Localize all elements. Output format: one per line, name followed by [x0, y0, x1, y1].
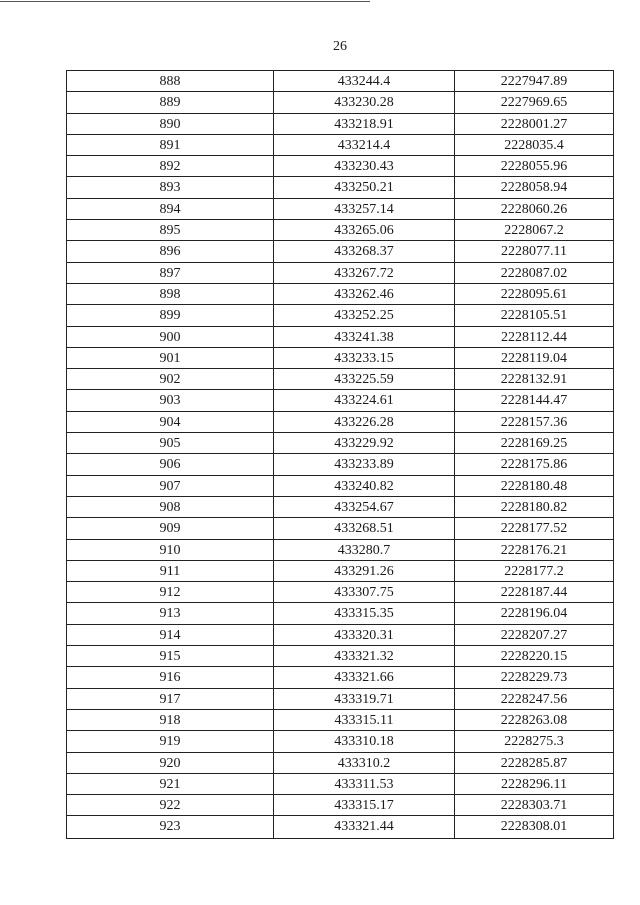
- point-number-cell: 909: [159, 521, 181, 537]
- point-number-cell: 910: [159, 542, 181, 558]
- x-coordinate-cell: 433307.75: [273, 582, 454, 602]
- x-coordinate-cell: 433230.28: [273, 92, 454, 112]
- y-coordinate-cell: 2228247.56: [454, 689, 613, 709]
- y-coordinate-cell: 2228055.96: [454, 156, 613, 176]
- y-coordinate-cell: 2228180.82: [454, 497, 613, 517]
- point-number-cell: 911: [159, 563, 181, 579]
- point-number-cell: 893: [159, 180, 181, 196]
- table-row: [67, 689, 613, 710]
- y-coordinate-cell: 2228058.94: [454, 177, 613, 197]
- table-row: [67, 561, 613, 582]
- table-row: [67, 305, 613, 326]
- y-coordinate-cell: 2228105.51: [454, 305, 613, 325]
- point-number-cell: 914: [159, 627, 181, 643]
- y-coordinate-cell: 2228196.04: [454, 603, 613, 623]
- point-number-cell: 900: [159, 329, 181, 345]
- x-coordinate-cell: 433268.51: [273, 518, 454, 538]
- table-row: [67, 625, 613, 646]
- y-coordinate-cell: 2228207.27: [454, 625, 613, 645]
- x-coordinate-cell: 433321.32: [273, 646, 454, 666]
- y-coordinate-cell: 2227947.89: [454, 71, 613, 91]
- point-number-cell: 897: [159, 265, 181, 281]
- y-coordinate-cell: 2228169.25: [454, 433, 613, 453]
- y-coordinate-cell: 2228308.01: [454, 816, 613, 837]
- y-coordinate-cell: 2228220.15: [454, 646, 613, 666]
- y-coordinate-cell: 2228177.2: [454, 561, 613, 581]
- y-coordinate-cell: 2228112.44: [454, 327, 613, 347]
- x-coordinate-cell: 433267.72: [273, 263, 454, 283]
- x-coordinate-cell: 433225.59: [273, 369, 454, 389]
- y-coordinate-cell: 2228303.71: [454, 795, 613, 815]
- point-number-cell: 890: [159, 116, 181, 132]
- table-row: [67, 199, 613, 220]
- table-row: [67, 369, 613, 390]
- y-coordinate-cell: 2228077.11: [454, 241, 613, 261]
- y-coordinate-cell: 2228187.44: [454, 582, 613, 602]
- table-row: [67, 390, 613, 411]
- table-row: [67, 177, 613, 198]
- x-coordinate-cell: 433315.11: [273, 710, 454, 730]
- page-number: 26: [333, 39, 347, 54]
- table-row: [67, 582, 613, 603]
- point-number-cell: 922: [159, 798, 181, 814]
- y-coordinate-cell: 2228285.87: [454, 753, 613, 773]
- y-coordinate-cell: 2228087.02: [454, 263, 613, 283]
- x-coordinate-cell: 433315.17: [273, 795, 454, 815]
- y-coordinate-cell: 2228035.4: [454, 135, 613, 155]
- point-number-cell: 896: [159, 244, 181, 260]
- point-number-cell: 899: [159, 308, 181, 324]
- point-number-cell: 908: [159, 499, 181, 515]
- x-coordinate-cell: 433262.46: [273, 284, 454, 304]
- x-coordinate-cell: 433310.18: [273, 731, 454, 751]
- table-row: [67, 518, 613, 539]
- table-row: [67, 156, 613, 177]
- y-coordinate-cell: 2228001.27: [454, 114, 613, 134]
- x-coordinate-cell: 433240.82: [273, 476, 454, 496]
- y-coordinate-cell: 2228144.47: [454, 390, 613, 410]
- point-number-cell: 916: [159, 670, 181, 686]
- point-number-cell: 898: [159, 286, 181, 302]
- point-number-cell: 906: [159, 457, 181, 473]
- x-coordinate-cell: 433311.53: [273, 774, 454, 794]
- table-row: [67, 348, 613, 369]
- coordinate-table: [66, 70, 614, 839]
- y-coordinate-cell: 2227969.65: [454, 92, 613, 112]
- x-coordinate-cell: 433244.4: [273, 71, 454, 91]
- point-number-cell: 889: [159, 95, 181, 111]
- x-coordinate-cell: 433315.35: [273, 603, 454, 623]
- x-coordinate-cell: 433233.89: [273, 454, 454, 474]
- point-number-cell: 903: [159, 393, 181, 409]
- y-coordinate-cell: 2228157.36: [454, 412, 613, 432]
- y-coordinate-cell: 2228229.73: [454, 667, 613, 687]
- point-number-cell: 918: [159, 712, 181, 728]
- x-coordinate-cell: 433241.38: [273, 327, 454, 347]
- y-coordinate-cell: 2228176.21: [454, 540, 613, 560]
- table-row: [67, 795, 613, 816]
- x-coordinate-cell: 433319.71: [273, 689, 454, 709]
- x-coordinate-cell: 433257.14: [273, 199, 454, 219]
- scan-border-line: [0, 1, 370, 2]
- point-number-cell: 904: [159, 414, 181, 430]
- point-number-cell: 907: [159, 478, 181, 494]
- x-coordinate-cell: 433230.43: [273, 156, 454, 176]
- x-coordinate-cell: 433214.4: [273, 135, 454, 155]
- table-row: [67, 816, 613, 837]
- x-coordinate-cell: 433226.28: [273, 412, 454, 432]
- y-coordinate-cell: 2228175.86: [454, 454, 613, 474]
- point-number-cell: 891: [159, 137, 181, 153]
- table-row: [67, 92, 613, 113]
- x-coordinate-cell: 433268.37: [273, 241, 454, 261]
- y-coordinate-cell: 2228095.61: [454, 284, 613, 304]
- table-row: [67, 774, 613, 795]
- point-number-cell: 915: [159, 649, 181, 665]
- table-row: [67, 412, 613, 433]
- point-number-cell: 920: [159, 755, 181, 771]
- point-number-cell: 902: [159, 372, 181, 388]
- x-coordinate-cell: 433229.92: [273, 433, 454, 453]
- point-number-cell: 888: [159, 74, 181, 89]
- table-row: [67, 114, 613, 135]
- point-number-cell: 919: [159, 734, 181, 750]
- y-coordinate-cell: 2228177.52: [454, 518, 613, 538]
- x-coordinate-cell: 433310.2: [273, 753, 454, 773]
- x-coordinate-cell: 433280.7: [273, 540, 454, 560]
- table-row: [67, 753, 613, 774]
- point-number-cell: 895: [159, 223, 181, 239]
- y-coordinate-cell: 2228067.2: [454, 220, 613, 240]
- table-row: [67, 135, 613, 156]
- table-row: [67, 540, 613, 561]
- y-coordinate-cell: 2228296.11: [454, 774, 613, 794]
- x-coordinate-cell: 433233.15: [273, 348, 454, 368]
- point-number-cell: 921: [159, 776, 181, 792]
- table-row: [67, 731, 613, 752]
- table-row: [67, 646, 613, 667]
- x-coordinate-cell: 433254.67: [273, 497, 454, 517]
- x-coordinate-cell: 433320.31: [273, 625, 454, 645]
- table-row: [67, 710, 613, 731]
- x-coordinate-cell: 433252.25: [273, 305, 454, 325]
- y-coordinate-cell: 2228180.48: [454, 476, 613, 496]
- x-coordinate-cell: 433265.06: [273, 220, 454, 240]
- point-number-cell: 917: [159, 691, 181, 707]
- table-row: [67, 241, 613, 262]
- y-coordinate-cell: 2228263.08: [454, 710, 613, 730]
- table-row: [67, 263, 613, 284]
- point-number-cell: 913: [159, 606, 181, 622]
- table-row: [67, 220, 613, 241]
- point-number-cell: 894: [159, 201, 181, 217]
- table-row: [67, 71, 613, 92]
- x-coordinate-cell: 433321.66: [273, 667, 454, 687]
- y-coordinate-cell: 2228119.04: [454, 348, 613, 368]
- y-coordinate-cell: 2228132.91: [454, 369, 613, 389]
- x-coordinate-cell: 433321.44: [273, 816, 454, 837]
- table-row: [67, 476, 613, 497]
- x-coordinate-cell: 433291.26: [273, 561, 454, 581]
- table-row: [67, 433, 613, 454]
- table-row: [67, 667, 613, 688]
- y-coordinate-cell: 2228060.26: [454, 199, 613, 219]
- table-row: [67, 497, 613, 518]
- point-number-cell: 892: [159, 159, 181, 175]
- table-row: [67, 327, 613, 348]
- x-coordinate-cell: 433218.91: [273, 114, 454, 134]
- table-row: [67, 454, 613, 475]
- x-coordinate-cell: 433250.21: [273, 177, 454, 197]
- point-number-cell: 923: [159, 819, 181, 835]
- point-number-cell: 905: [159, 436, 181, 452]
- x-coordinate-cell: 433224.61: [273, 390, 454, 410]
- point-number-cell: 912: [159, 585, 181, 601]
- table-row: [67, 603, 613, 624]
- y-coordinate-cell: 2228275.3: [454, 731, 613, 751]
- point-number-cell: 901: [159, 350, 181, 366]
- table-row: [67, 284, 613, 305]
